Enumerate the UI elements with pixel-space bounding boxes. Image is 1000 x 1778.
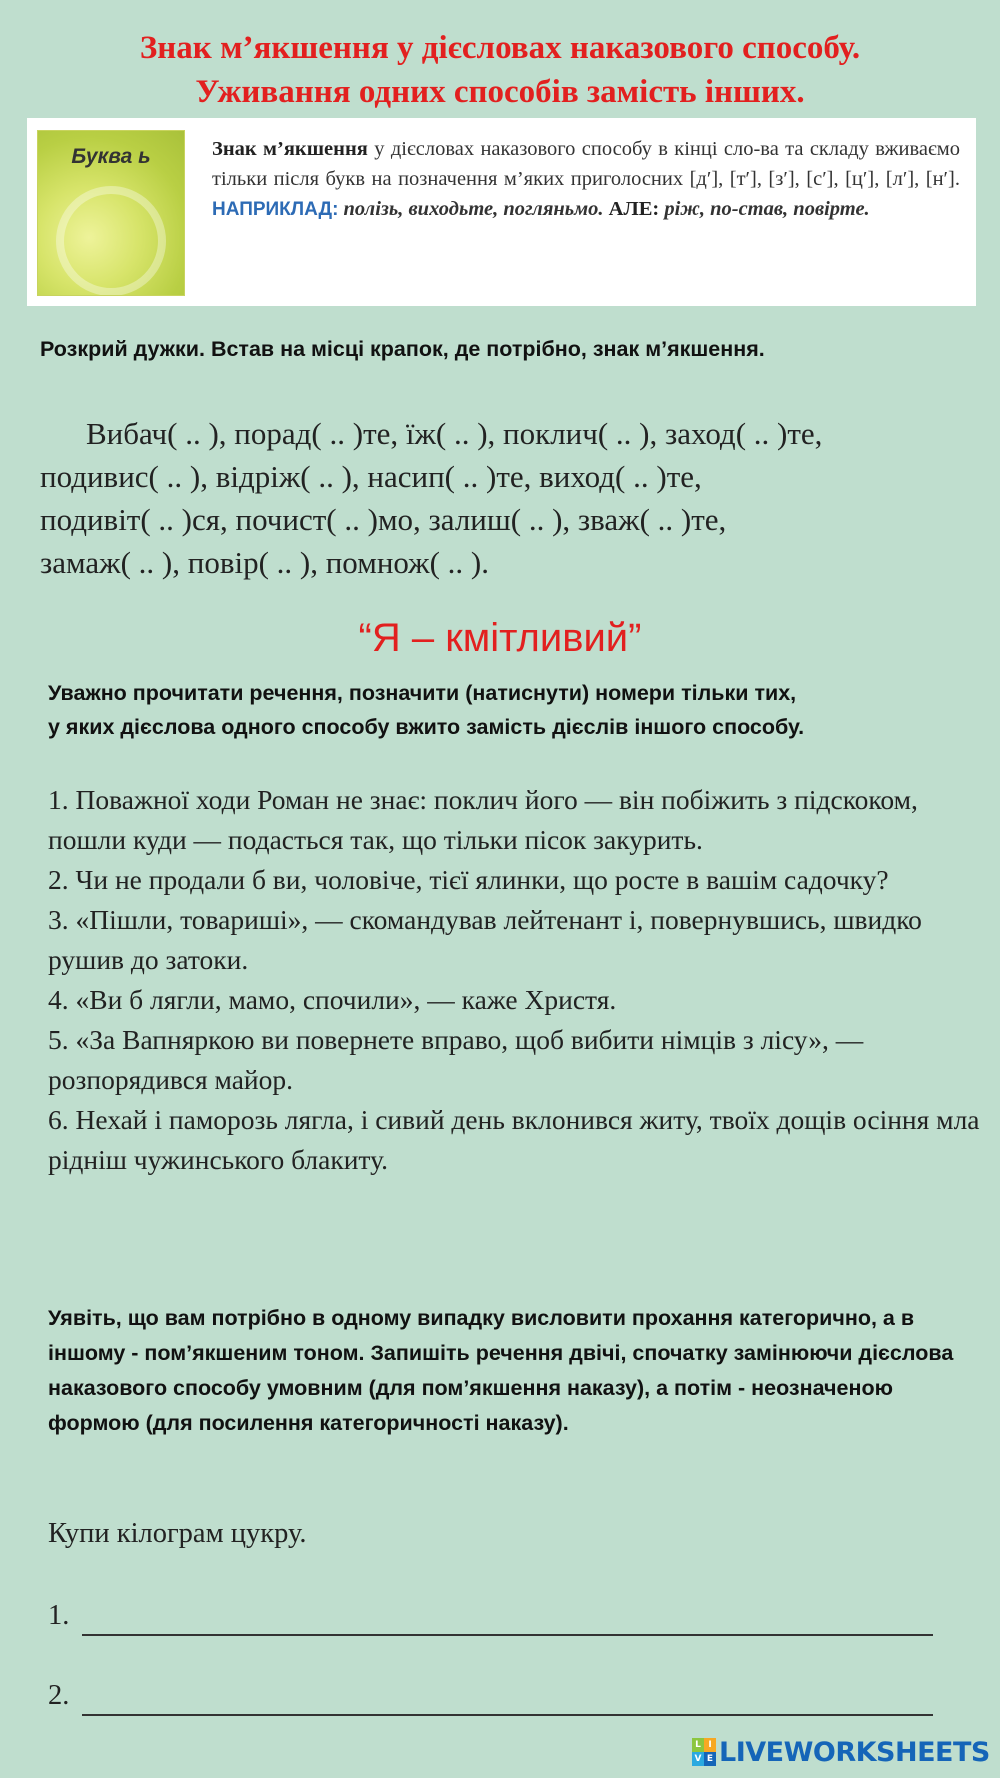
exercise-line: Вибач( .. ), порад( .. )те, їж( .. ), поклич( .. ), заход( .. )те, [86, 416, 823, 451]
task2-instruction [48, 676, 988, 744]
task3-prompt: Купи кілограм цукру. [48, 1518, 307, 1549]
sentence-item-1[interactable]: 1. Поважної ходи Роман не знає: поклич його — він побіжить з підскоком, пошли куди — подасться так, що тільки пісок закурить. [48, 784, 918, 855]
sentence-item-4[interactable]: 4. «Ви б лягли, мамо, спочили», — каже Христя. [48, 984, 617, 1015]
exercise-line: подивіт( .. )ся, почист( .. )мо, залиш( .. ), зваж( .. )те, [40, 502, 727, 537]
logo-mark-cell: V [692, 1752, 704, 1766]
answer-row-1 [48, 1592, 933, 1636]
example-label: НАПРИКЛАД: [212, 199, 339, 220]
letter-soft-sign-image [37, 130, 185, 296]
rule-term: Знак м’якшення [212, 138, 368, 160]
task2-instruction-line-2: у яких дієслова одного способу вжито замість дієслів іншого способу. [48, 715, 805, 739]
title-line-2: Уживання одних способів замість інших. [195, 74, 805, 110]
answer-row-2 [48, 1672, 933, 1716]
logo-text: LIVEWORKSHEETS [719, 1736, 990, 1768]
liveworksheets-logo [692, 1735, 990, 1769]
logo-mark-cell: I [704, 1738, 716, 1752]
but-examples-text: ріж, по-став, повірте. [664, 198, 870, 220]
task1-instruction: Розкрий дужки. Встав на місці крапок, де потрібно, знак м’якшення. [40, 337, 765, 361]
task2-instruction-line-1: Уважно прочитати речення, позначити (натиснути) номери тільки тих, [48, 681, 797, 705]
logo-mark-cell: L [692, 1738, 704, 1752]
exercise-line: замаж( .. ), повір( .. ), помнож( .. ). [40, 545, 489, 580]
swirl-decoration-icon [56, 186, 166, 296]
exercise-line: подивис( .. ), відріж( .. ), насип( .. )те, виход( .. )те, [40, 459, 702, 494]
rule-text [212, 134, 960, 225]
sentence-item-3[interactable]: 3. «Пішли, товариші», — скомандував лейтенант і, повернувшись, швидко рушив до затоки. [48, 904, 922, 975]
sentence-item-6[interactable]: 6. Нехай і паморозь лягла, і сивий день вклонився житу, твоїх дощів осіння мла рідніш чужинського блакиту. [48, 1104, 980, 1175]
task2-heading: “Я – кмітливий” [358, 616, 642, 660]
but-label: АЛЕ: [608, 198, 660, 220]
sentence-item-2[interactable]: 2. Чи не продали б ви, чоловіче, тієї ялинки, що росте в вашім садочку? [48, 864, 889, 895]
sentence-item-5[interactable]: 5. «За Вапняркою ви повернете вправо, щоб вибити німців з лісу», — розпорядився майор. [48, 1024, 864, 1095]
task1-exercise [40, 412, 980, 584]
answer-number-2: 2. [48, 1680, 70, 1711]
examples-text: полізь, виходьте, погляньмо. [343, 198, 604, 220]
answer-input-2[interactable] [82, 1680, 933, 1716]
rule-box [27, 118, 976, 306]
rule-image-label: Буква ь [71, 145, 151, 168]
answer-number-1: 1. [48, 1600, 70, 1631]
answer-input-1[interactable] [82, 1600, 933, 1636]
rule-body: у дієсловах наказового способу в кінці сло-ва та складу вживаємо тільки після букв на позначення м’яких приголосних [д′], [т′], [з′], [с′], [ц′], [л′], [н′]. [212, 138, 960, 190]
title-line-1: Знак м’якшення у дієсловах наказового способу. [139, 30, 861, 66]
page-title [0, 26, 1000, 114]
logo-mark-cell: E [704, 1752, 716, 1766]
task3-instruction: Уявіть, що вам потрібно в одному випадку висловити прохання категорично, а в іншому - пом’якшеним тоном. Запишіть речення двічі, спочатку замінюючи дієслова наказового способу умовним (для пом’якшення наказу), а потім - неозначеною формою (для посилення категоричності наказу). [48, 1306, 954, 1435]
sentence-list [48, 780, 988, 1180]
logo-mark-icon [692, 1738, 716, 1766]
